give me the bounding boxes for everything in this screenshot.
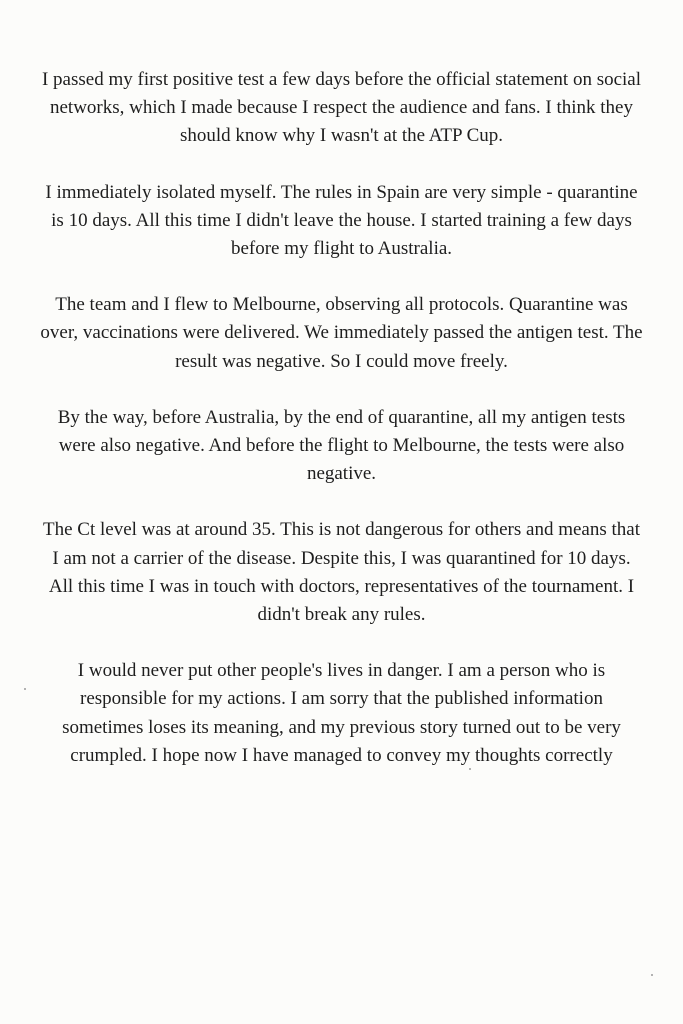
paragraph-melbourne-flight: The team and I flew to Melbourne, observing all protocols. Quarantine was over, vaccinations were delivered. We immediately passed the antigen test. The result was negative. So I could move freely. [40, 294, 643, 372]
paper-speck [651, 974, 653, 976]
paragraph-responsibility: I would never put other people's lives in danger. I am a person who is responsible for my actions. I am sorry that the published information sometimes loses its meaning, and my previous story turned out to be very crumpled. I hope now I have managed to convey my thoughts correctly [62, 660, 621, 766]
paper-speck [24, 688, 26, 690]
statement-text [40, 66, 643, 770]
paragraph-isolation: I immediately isolated myself. The rules in Spain are very simple - quarantine is 10 days. All this time I didn't leave the house. I started training a few days before my flight to Australia. [45, 181, 638, 260]
paragraph-positive-test: I passed my first positive test a few days before the official statement on social networks, which I made because I respect the audience and fans. I think they should know why I wasn't at the ATP Cup. [41, 69, 642, 147]
paragraph-ct-level: The Ct level was at around 35. This is not dangerous for others and means that I am not a carrier of the disease. Despite this, I was quarantined for 10 days. All this time I was in touch with doctors, representatives of the tournament. I didn't break any rules. [43, 519, 640, 626]
paragraph-antigen-tests: By the way, before Australia, by the end of quarantine, all my antigen tests were also negative. And before the flight to Melbourne, the tests were also negative. [57, 406, 626, 485]
paper-speck [469, 768, 471, 770]
